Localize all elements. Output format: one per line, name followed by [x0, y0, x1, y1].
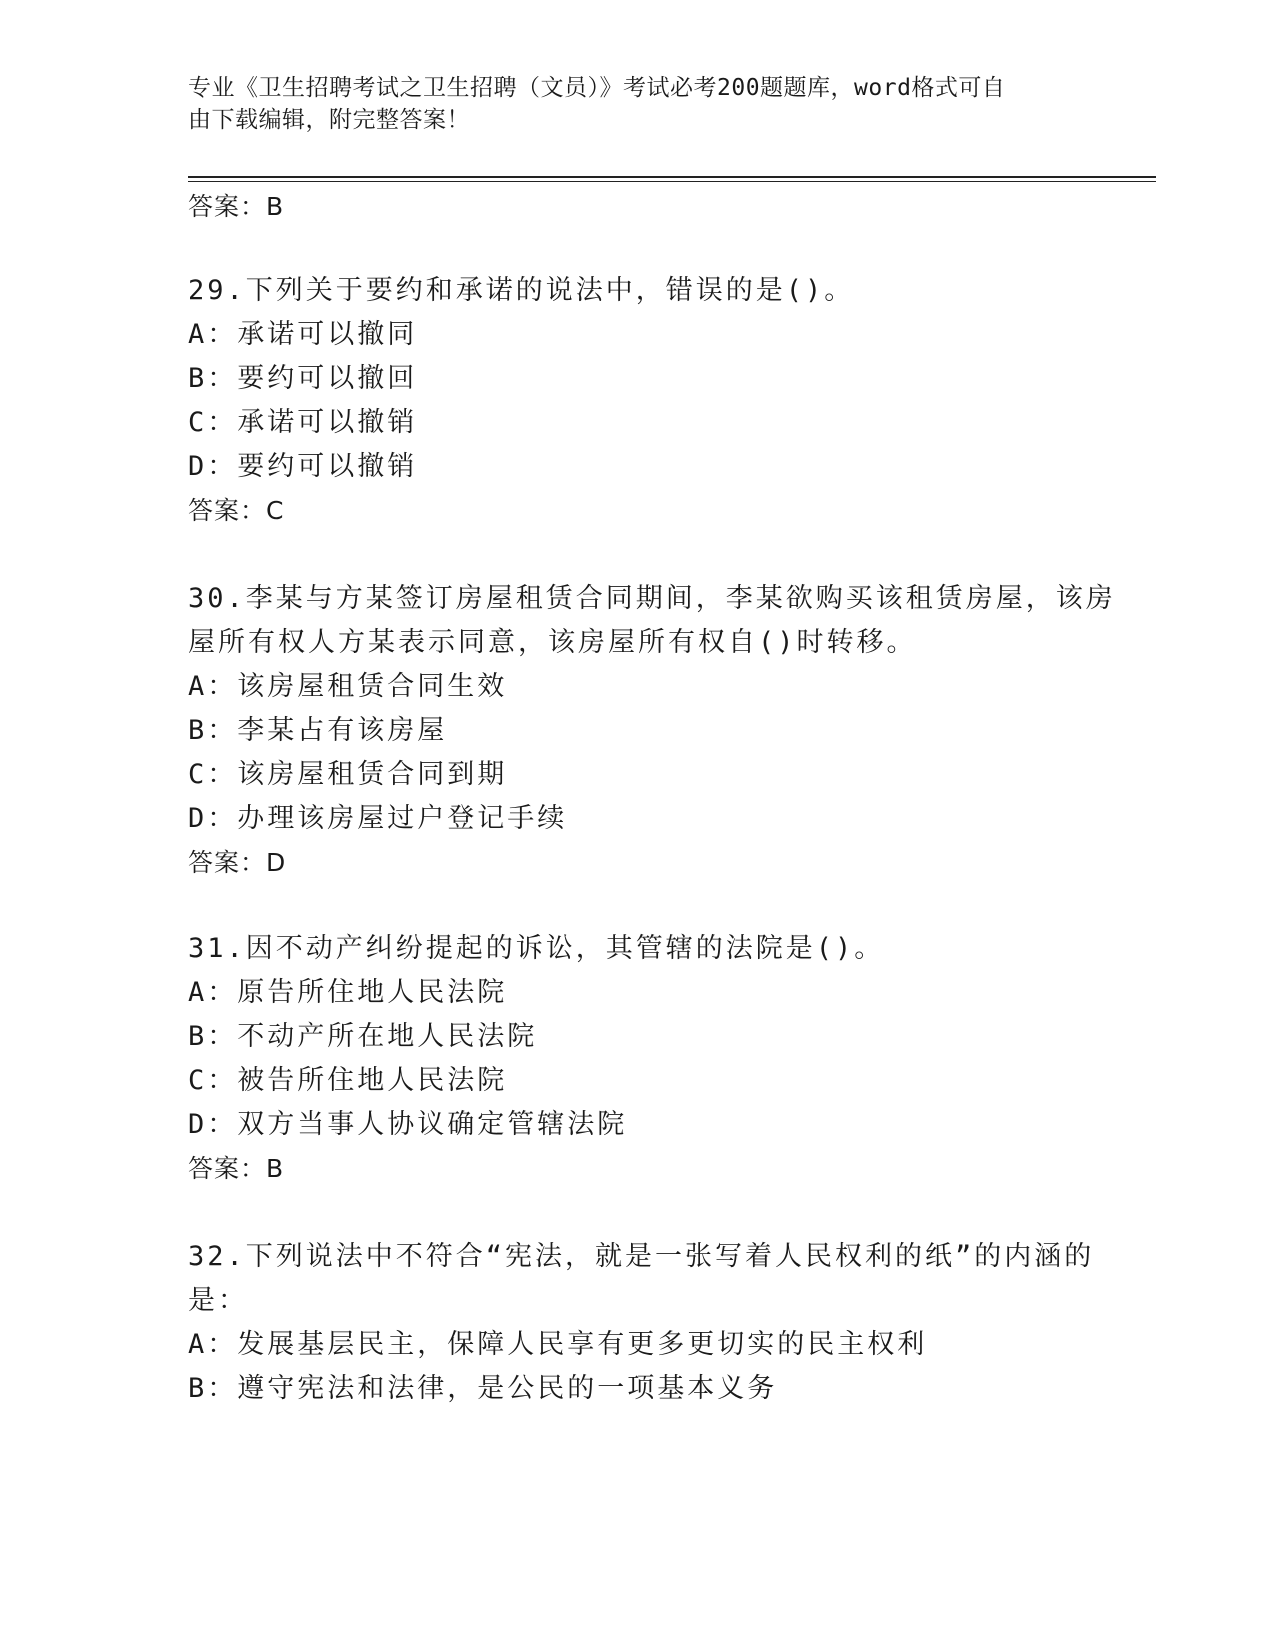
- header-divider-thick: [188, 176, 1156, 178]
- question-29-option-d: D：要约可以撤销: [188, 451, 418, 482]
- question-32-stem-line-1: 32.下列说法中不符合“宪法，就是一张写着人民权利的纸”的内涵的: [188, 1241, 1095, 1272]
- header-line-1: 专业《卫生招聘考试之卫生招聘（文员）》考试必考200题题库，word格式可自: [188, 75, 1006, 101]
- question-30-stem-line-2: 屋所有权人方某表示同意，该房屋所有权自()时转移。: [188, 627, 917, 658]
- question-31-option-b: B：不动产所在地人民法院: [188, 1021, 538, 1052]
- question-29-option-c: C：承诺可以撤销: [188, 407, 418, 438]
- question-30-stem-line-1: 30.李某与方某签订房屋租赁合同期间，李某欲购买该租赁房屋，该房: [188, 583, 1116, 614]
- question-30-option-d: D：办理该房屋过户登记手续: [188, 803, 568, 834]
- question-31-option-a: A：原告所住地人民法院: [188, 977, 508, 1008]
- question-32-option-b: B：遵守宪法和法律，是公民的一项基本义务: [188, 1373, 778, 1404]
- document-header: [188, 72, 1068, 136]
- question-31-option-d: D：双方当事人协议确定管辖法院: [188, 1109, 628, 1140]
- question-29-option-b: B：要约可以撤回: [188, 363, 418, 394]
- question-29-answer: 答案：C: [188, 496, 285, 525]
- header-divider-thin: [188, 181, 1156, 182]
- question-32-stem-line-2: 是：: [188, 1285, 248, 1316]
- question-30-option-b: B：李某占有该房屋: [188, 715, 448, 746]
- question-30-option-c: C：该房屋租赁合同到期: [188, 759, 508, 790]
- question-29-stem: 29.下列关于要约和承诺的说法中，错误的是()。: [188, 275, 855, 306]
- question-29-option-a: A：承诺可以撤同: [188, 319, 418, 350]
- question-30-answer: 答案：D: [188, 848, 287, 877]
- question-31-stem: 31.因不动产纠纷提起的诉讼，其管辖的法院是()。: [188, 933, 885, 964]
- question-31-answer: 答案：B: [188, 1154, 285, 1183]
- question-32-option-a: A：发展基层民主，保障人民享有更多更切实的民主权利: [188, 1329, 928, 1360]
- answer-prev-question: 答案：B: [188, 192, 285, 221]
- header-line-2: 由下载编辑，附完整答案！: [188, 107, 470, 133]
- question-31-option-c: C：被告所住地人民法院: [188, 1065, 508, 1096]
- question-30-option-a: A：该房屋租赁合同生效: [188, 671, 508, 702]
